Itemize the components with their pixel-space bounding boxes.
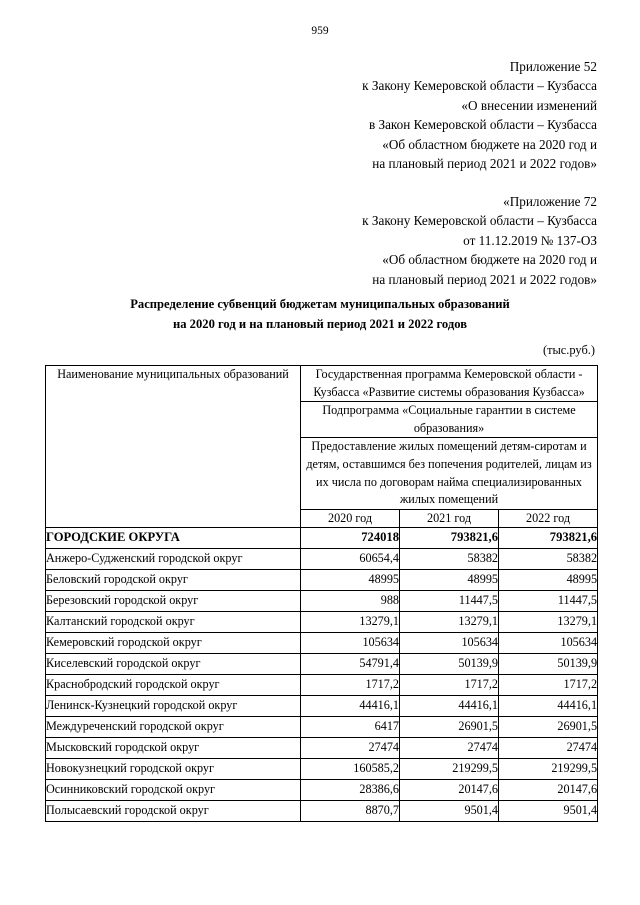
header-cell-year-2022: 2022 год (499, 509, 598, 527)
cell-municipality-name: Осинниковский городской округ (46, 779, 301, 800)
cell-amount-2020: 105634 (301, 632, 400, 653)
header-cell-program: Государственная программа Кемеровской области - Кузбасса «Развитие системы образования Кузбасса» (301, 366, 598, 402)
cell-amount-2020: 48995 (301, 569, 400, 590)
header-cell-year-2021: 2021 год (400, 509, 499, 527)
cell-amount-2022: 1717,2 (499, 674, 598, 695)
table-header (46, 366, 598, 528)
table-row (46, 611, 598, 632)
cell-amount-2022: 26901,5 (499, 716, 598, 737)
header-line: на плановый период 2021 и 2022 годов» (372, 271, 597, 287)
cell-amount-2020: 1717,2 (301, 674, 400, 695)
cell-amount-2021: 9501,4 (400, 800, 499, 821)
cell-amount-2021: 27474 (400, 737, 499, 758)
cell-amount-2022: 27474 (499, 737, 598, 758)
cell-amount-2021: 11447,5 (400, 590, 499, 611)
cell-municipality-name: Междуреченский городской округ (46, 716, 301, 737)
cell-amount-2021: 793821,6 (400, 527, 499, 548)
cell-amount-2022: 44416,1 (499, 695, 598, 716)
table-row (46, 716, 598, 737)
table-row (46, 590, 598, 611)
cell-municipality-name: Мысковский городской округ (46, 737, 301, 758)
cell-amount-2022: 50139,9 (499, 653, 598, 674)
cell-municipality-name: Краснобродский городской округ (46, 674, 301, 695)
table-row (46, 758, 598, 779)
cell-amount-2021: 1717,2 (400, 674, 499, 695)
table-body (46, 527, 598, 821)
appendix-reference-block-2 (362, 192, 597, 289)
cell-municipality-name: Березовский городской округ (46, 590, 301, 611)
cell-municipality-name: Ленинск-Кузнецкий городской округ (46, 695, 301, 716)
table-row (46, 569, 598, 590)
page-title (0, 294, 640, 334)
page-number: 959 (311, 25, 329, 37)
appendix-reference-block-1 (362, 57, 597, 173)
cell-amount-2021: 26901,5 (400, 716, 499, 737)
header-cell-year-2020: 2020 год (301, 509, 400, 527)
title-line: Распределение субвенций бюджетам муниципальных образований (130, 297, 510, 311)
cell-amount-2021: 13279,1 (400, 611, 499, 632)
cell-amount-2020: 8870,7 (301, 800, 400, 821)
cell-amount-2020: 13279,1 (301, 611, 400, 632)
title-line: на 2020 год и на плановый период 2021 и 2022 годов (172, 317, 468, 331)
cell-amount-2022: 13279,1 (499, 611, 598, 632)
cell-amount-2020: 60654,4 (301, 548, 400, 569)
cell-amount-2020: 28386,6 (301, 779, 400, 800)
header-line: «О внесении изменений (461, 97, 597, 113)
table-row-total (46, 527, 598, 548)
cell-amount-2021: 219299,5 (400, 758, 499, 779)
cell-amount-2020: 27474 (301, 737, 400, 758)
header-line: на плановый период 2021 и 2022 годов» (372, 156, 597, 172)
cell-amount-2022: 793821,6 (499, 527, 598, 548)
cell-municipality-name: Анжеро-Судженский городской округ (46, 548, 301, 569)
table-row (46, 632, 598, 653)
table-row (46, 674, 598, 695)
cell-amount-2022: 9501,4 (499, 800, 598, 821)
header-line: в Закон Кемеровской области – Кузбасса (368, 117, 597, 133)
cell-amount-2020: 44416,1 (301, 695, 400, 716)
cell-amount-2022: 48995 (499, 569, 598, 590)
cell-amount-2022: 105634 (499, 632, 598, 653)
cell-municipality-name: Новокузнецкий городской округ (46, 758, 301, 779)
cell-municipality-name: Полысаевский городской округ (46, 800, 301, 821)
header-line: «Приложение 72 (503, 194, 597, 209)
header-line: от 11.12.2019 № 137-ОЗ (463, 232, 597, 248)
cell-amount-2020: 160585,2 (301, 758, 400, 779)
cell-amount-2020: 6417 (301, 716, 400, 737)
table-row (46, 779, 598, 800)
units-note: (тыс.руб.) (542, 343, 595, 357)
table-row (46, 653, 598, 674)
header-line: к Закону Кемеровской области – Кузбасса (362, 78, 597, 94)
cell-amount-2021: 50139,9 (400, 653, 499, 674)
table-row (46, 800, 598, 821)
subventions-table (45, 365, 598, 822)
cell-municipality-name: Киселевский городской округ (46, 653, 301, 674)
table-row (46, 548, 598, 569)
table-row (46, 737, 598, 758)
cell-amount-2021: 48995 (400, 569, 499, 590)
cell-amount-2022: 219299,5 (499, 758, 598, 779)
header-line: «Об областном бюджете на 2020 год и (382, 252, 597, 268)
cell-municipality-name: Кемеровский городской округ (46, 632, 301, 653)
cell-amount-2020: 724018 (301, 527, 400, 548)
cell-amount-2020: 54791,4 (301, 653, 400, 674)
cell-municipality-name: ГОРОДСКИЕ ОКРУГА (46, 527, 301, 548)
table-header-row (46, 366, 598, 402)
cell-amount-2022: 11447,5 (499, 590, 598, 611)
cell-municipality-name: Калтанский городской округ (46, 611, 301, 632)
cell-municipality-name: Беловский городской округ (46, 569, 301, 590)
cell-amount-2021: 44416,1 (400, 695, 499, 716)
cell-amount-2020: 988 (301, 590, 400, 611)
header-cell-municipality-name: Наименование муниципальных образований (46, 366, 301, 528)
table-row (46, 695, 598, 716)
cell-amount-2021: 58382 (400, 548, 499, 569)
cell-amount-2022: 20147,6 (499, 779, 598, 800)
cell-amount-2021: 105634 (400, 632, 499, 653)
cell-amount-2021: 20147,6 (400, 779, 499, 800)
cell-amount-2022: 58382 (499, 548, 598, 569)
header-line: Приложение 52 (509, 59, 597, 74)
header-cell-measure-detail: Предоставление жилых помещений детям-сиротам и детям, оставшимся без попечения родителей, лицам из их числа по договорам найма специализированных жилых помещений (301, 438, 598, 509)
header-line: к Закону Кемеровской области – Кузбасса (362, 213, 597, 229)
header-cell-subprogram: Подпрограмма «Социальные гарантии в системе образования» (301, 402, 598, 438)
header-line: «Об областном бюджете на 2020 год и (382, 136, 597, 152)
